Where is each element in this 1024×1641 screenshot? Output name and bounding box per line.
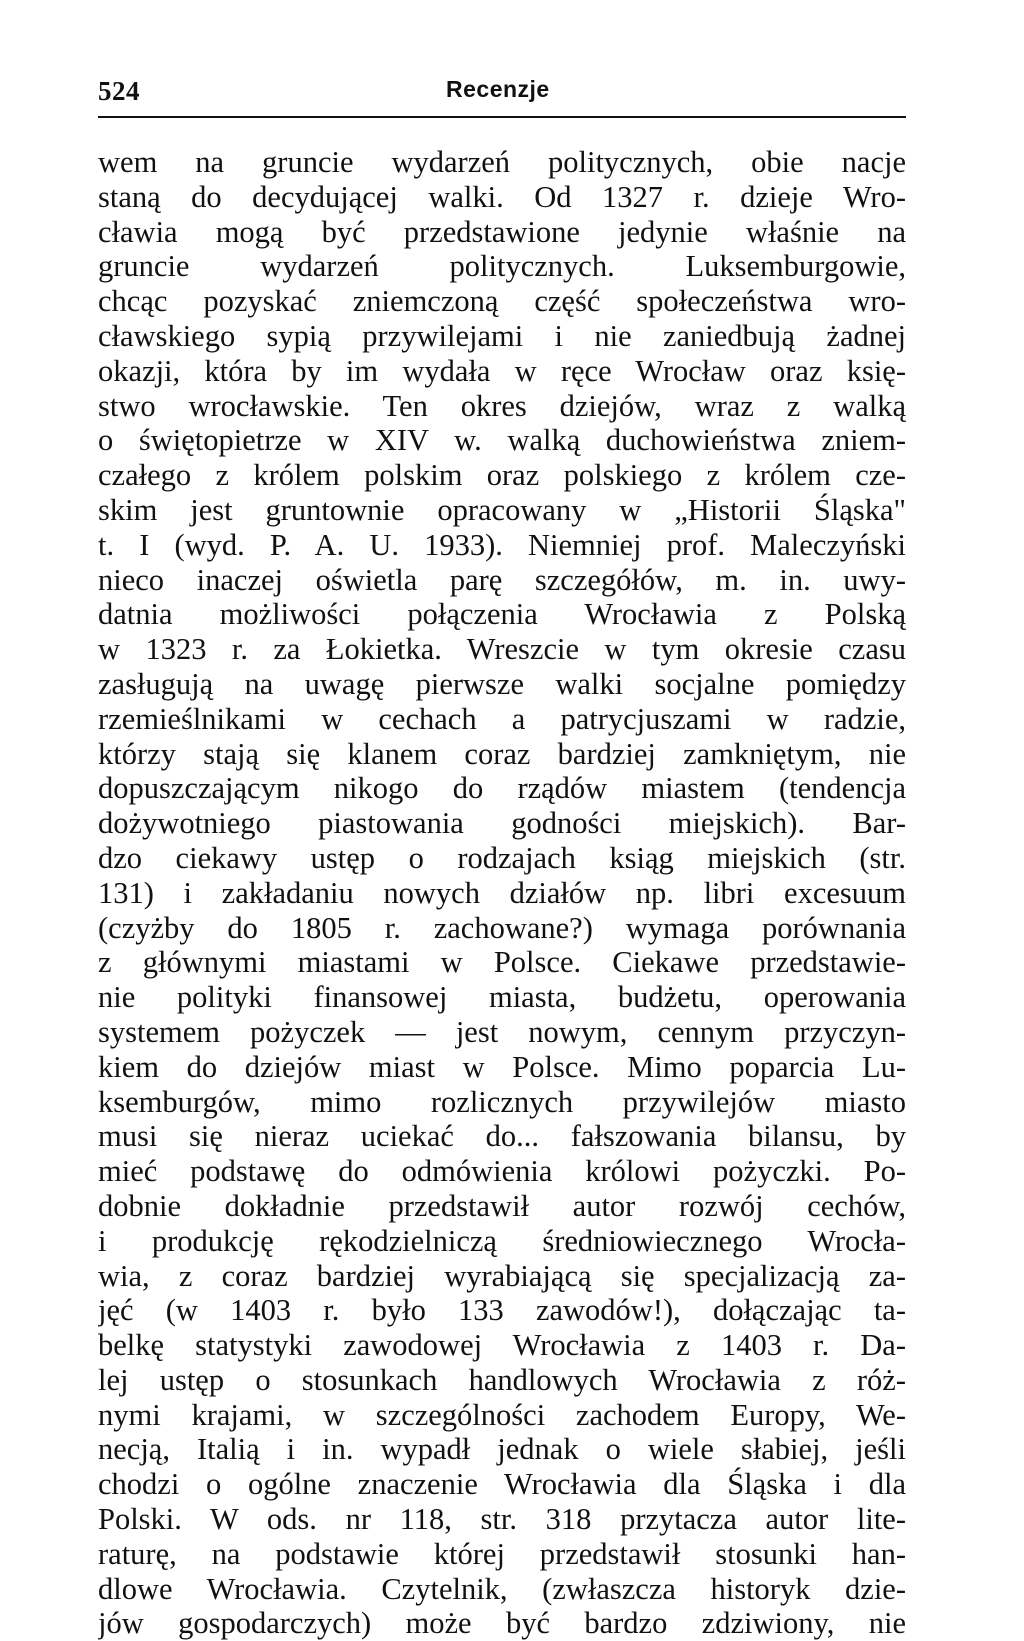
text-line: musi się nieraz uciekać do... fałszowania bilansu, by <box>98 1119 906 1154</box>
text-line: mieć podstawę do odmówienia królowi pożyczki. Po- <box>98 1154 906 1189</box>
text-line: chcąc pozyskać zniemczoną część społeczeństwa wro- <box>98 284 906 319</box>
text-line: cławia mogą być przedstawione jedynie właśnie na <box>98 214 906 249</box>
text-line: dobnie dokładnie przedstawił autor rozwój cechów, <box>98 1188 906 1223</box>
text-line: ksemburgów, mimo rozlicznych przywilejów miasto <box>98 1084 906 1119</box>
text-line: staną do decydującej walki. Od 1327 r. dzieje Wro- <box>98 179 906 214</box>
text-line: zasługują na uwagę pierwsze walki socjalne pomiędzy <box>98 666 906 701</box>
text-line: nymi krajami, w szczególności zachodem Europy, We- <box>98 1397 906 1432</box>
text-line: cławskiego sypią przywilejami i nie zaniedbują żadnej <box>98 318 906 353</box>
text-line: lej ustęp o stosunkach handlowych Wrocławia z róż- <box>98 1362 906 1397</box>
text-line: kiem do dziejów miast w Polsce. Mimo poparcia Lu- <box>98 1049 906 1084</box>
text-line: t. I (wyd. P. A. U. 1933). Niemniej prof. Maleczyński <box>98 527 906 562</box>
text-line: chodzi o ogólne znaczenie Wrocławia dla Śląska i dla <box>98 1467 906 1502</box>
text-line: dlowe Wrocławia. Czytelnik, (zwłaszcza historyk dzie- <box>98 1571 906 1606</box>
text-line: gruncie wydarzeń politycznych. Luksemburgowie, <box>98 249 906 284</box>
text-line: dopuszczającym nikogo do rządów miastem (tendencja <box>98 771 906 806</box>
text-line: o świętopietrze w XIV w. walką duchowieństwa zniem- <box>98 423 906 458</box>
text-line: dzo ciekawy ustęp o rodzajach ksiąg miejskich (str. <box>98 840 906 875</box>
text-line: dożywotniego piastowania godności miejskich). Bar- <box>98 806 906 841</box>
text-line: nieco inaczej oświetla parę szczegółów, m. in. uwy- <box>98 562 906 597</box>
text-line: Polski. W ods. nr 118, str. 318 przytacza autor lite- <box>98 1502 906 1537</box>
text-line: (czyżby do 1805 r. zachowane?) wymaga porównania <box>98 910 906 945</box>
text-line: z głównymi miastami w Polsce. Ciekawe przedstawie- <box>98 945 906 980</box>
text-line: 131) i zakładaniu nowych działów np. libri excesuum <box>98 875 906 910</box>
text-line: stwo wrocławskie. Ten okres dziejów, wraz z walką <box>98 388 906 423</box>
text-line: wia, z coraz bardziej wyrabiającą się specjalizacją za- <box>98 1258 906 1293</box>
page-header <box>98 76 906 118</box>
text-line: belkę statystyki zawodowej Wrocławia z 1403 r. Da- <box>98 1328 906 1363</box>
text-line: wem na gruncie wydarzeń politycznych, obie nacje <box>98 145 906 179</box>
text-line: czałego z królem polskim oraz polskiego z królem cze- <box>98 458 906 493</box>
running-title: Recenzje <box>446 76 550 102</box>
text-line: skim jest gruntownie opracowany w „Historii Śląska" <box>98 492 906 527</box>
review-body-text <box>98 145 906 1641</box>
text-line: nie polityki finansowej miasta, budżetu, operowania <box>98 980 906 1015</box>
text-line: systemem pożyczek — jest nowym, cennym przyczyn- <box>98 1014 906 1049</box>
text-line: jów gospodarczych) może być bardzo zdziwiony, nie <box>98 1606 906 1641</box>
text-line: necją, Italią i in. wypadł jednak o wiele słabiej, jeśli <box>98 1432 906 1467</box>
text-line: datnia możliwości połączenia Wrocławia z Polską <box>98 597 906 632</box>
text-line: rzemieślnikami w cechach a patrycjuszami w radzie, <box>98 701 906 736</box>
text-line: i produkcję rękodzielniczą średniowiecznego Wrocła- <box>98 1223 906 1258</box>
text-line: jęć (w 1403 r. było 133 zawodów!), dołączając ta- <box>98 1293 906 1328</box>
text-line: w 1323 r. za Łokietka. Wreszcie w tym okresie czasu <box>98 632 906 667</box>
text-line: okazji, która by im wydała w ręce Wrocław oraz księ- <box>98 353 906 388</box>
text-line: którzy stają się klanem coraz bardziej zamkniętym, nie <box>98 736 906 771</box>
page-number: 524 <box>98 76 140 106</box>
text-line: raturę, na podstawie której przedstawił stosunki han- <box>98 1536 906 1571</box>
